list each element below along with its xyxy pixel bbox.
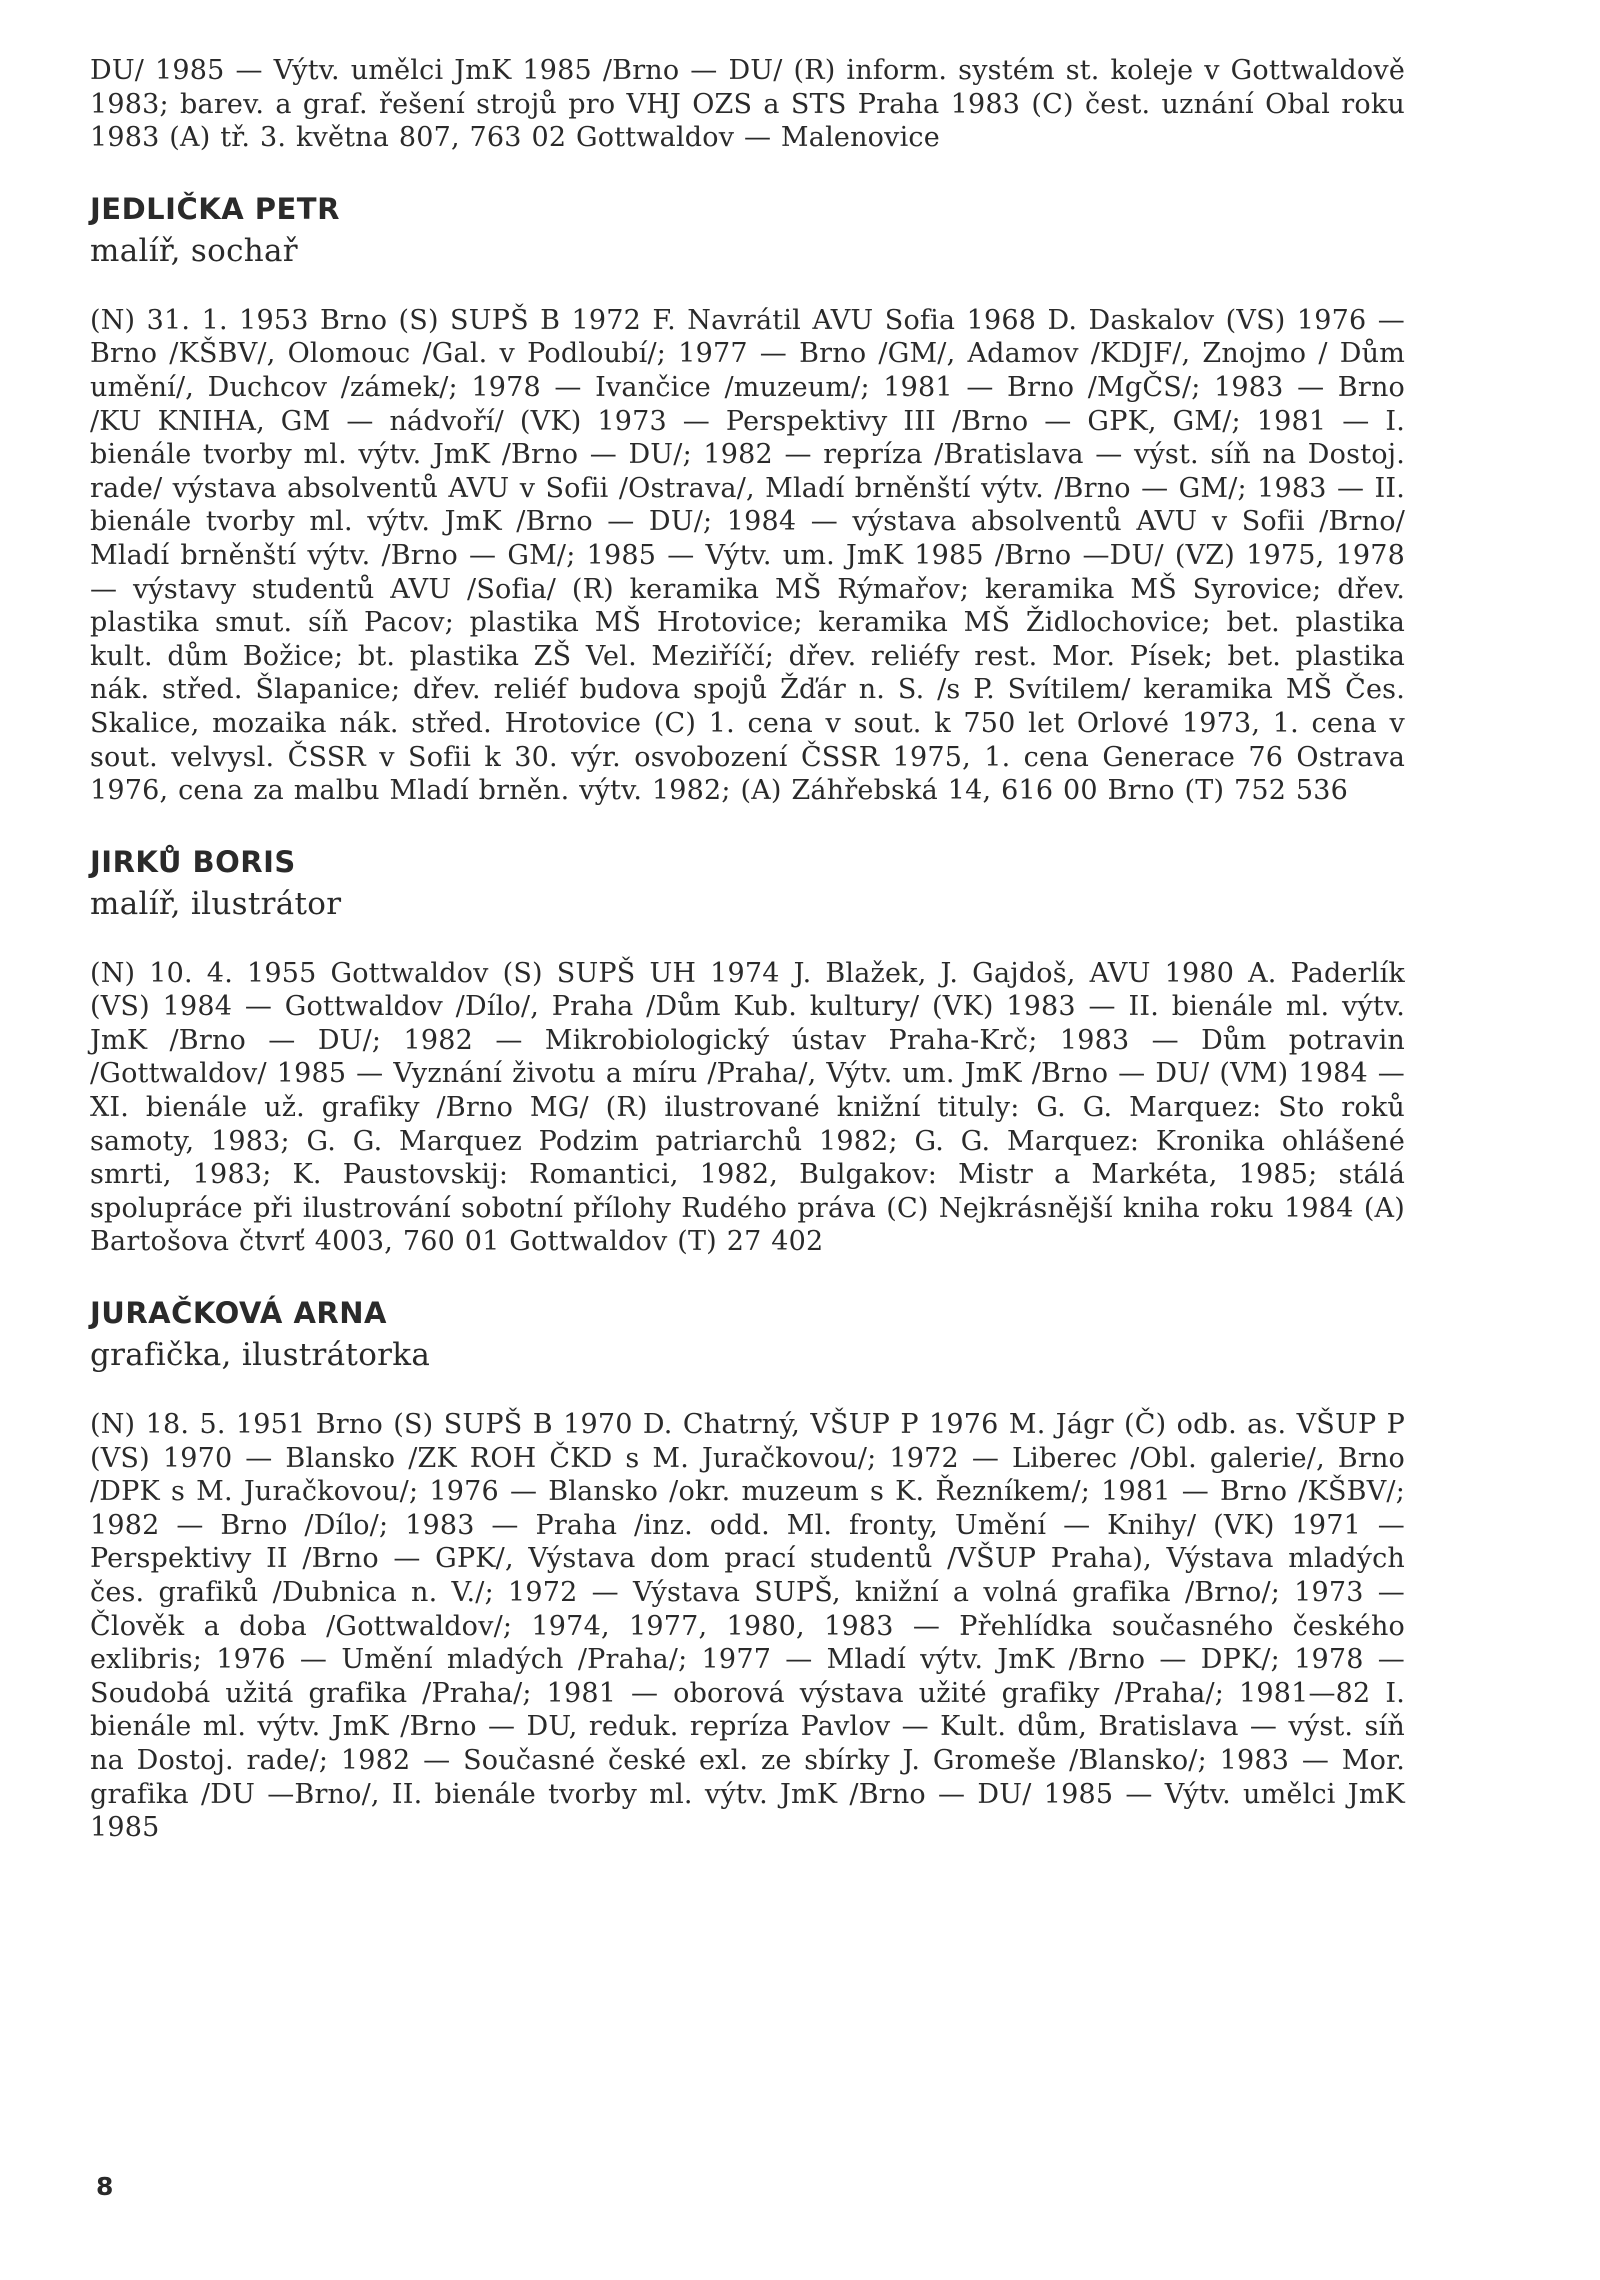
document-page [90,54,1405,1845]
entry-profession: malíř, sochař [90,232,298,269]
entry-jedlicka [90,191,1405,808]
entry-text: (N) 18. 5. 1951 Brno (S) SUPŠ B 1970 D. Chatrný, VŠUP P 1976 M. Jágr (Č) odb. as. VŠUP P (VS) 1970 — Blansko /ZK ROH ČKD s M. Juračkovou/; 1972 — Liberec /Obl. galerie/, Brno /DPK s M. Juračkovou/; 1976 — Blansko /okr. muzeum s K. Řezníkem/; 1981 — Brno /KŠBV/; 1982 — Brno /Dílo/; 1983 — Praha /inz. odd. Ml. fronty, Umění — Knihy/ (VK) 1971 — Perspektivy II /Brno — GPK/, Výstava dom prací studentů /VŠUP Praha), Výstava mladých čes. grafiků /Dubnica n. V./; 1972 — Výstava SUPŠ, knižní a volná grafika /Brno/; 1973 — Člověk a doba /Gottwaldov/; 1974, 1977, 1980, 1983 — Přehlídka současného českého exlibris; 1976 — Umění mladých /Praha/; 1977 — Mladí výtv. JmK /Brno — DPK/; 1978 — Soudobá užitá grafika /Praha/; 1981 — oborová výstava užité grafiky /Praha/; 1981—82 I. bienále ml. výtv. JmK /Brno — DU, reduk. repríza Pavlov — Kult. dům, Bratislava — výst. síň na Dostoj. rade/; 1982 — Současné české exl. ze sbírky J. Gromeše /Blansko/; 1983 — Mor. grafika /DU —Brno/, II. bienále tvorby ml. výtv. JmK /Brno — DU/ 1985 — Výtv. umělci JmK 1985 [90,1409,1405,1844]
entry-name: JIRKŮ BORIS [90,844,296,879]
continuation-paragraph: DU/ 1985 — Výtv. umělci JmK 1985 /Brno — DU/ (R) inform. systém st. koleje v Gottwaldově 1983; barev. a graf. řešení strojů pro VHJ OZS a STS Praha 1983 (C) čest. uznání Obal roku 1983 (A) tř. 3. května 807, 763 02 Gottwaldov — Malenovice [90,55,1405,154]
entry-jirku [90,844,1405,1259]
entry-text: (N) 31. 1. 1953 Brno (S) SUPŠ B 1972 F. Navrátil AVU Sofia 1968 D. Daskalov (VS) 1976 — Brno /KŠBV/, Olomouc /Gal. v Podloubí/; 1977 — Brno /GM/, Adamov /KDJF/, Znojmo / Dům umění/, Duchcov /zámek/; 1978 — Ivančice /muzeum/; 1981 — Brno /MgČS/; 1983 — Brno /KU KNIHA, GM — nádvoří/ (VK) 1973 — Perspektivy III /Brno — GPK, GM/; 1981 — I. bienále tvorby ml. výtv. JmK /Brno — DU/; 1982 — repríza /Bratislava — výst. síň na Dostoj. rade/ výstava absolventů AVU v Sofii /Ostrava/, Mladí brněnští výtv. /Brno — GM/; 1983 — II. bienále tvorby ml. výtv. JmK /Brno — DU/; 1984 — výstava absolventů AVU v Sofii /Brno/ Mladí brněnští výtv. /Brno — GM/; 1985 — Výtv. um. JmK 1985 /Brno —DU/ (VZ) 1975, 1978 — výstavy studentů AVU /Sofia/ (R) keramika MŠ Rýmařov; keramika MŠ Syrovice; dřev. plastika smut. síň Pacov; plastika MŠ Hrotovice; keramika MŠ Židlochovice; bet. plastika kult. dům Božice; bt. plastika ZŠ Vel. Meziříčí; dřev. reliéfy rest. Mor. Písek; bet. plastika nák. střed. Šlapanice; dřev. reliéf budova spojů Žďár n. S. /s P. Svítilem/ keramika MŠ Čes. Skalice, mozaika nák. střed. Hrotovice (C) 1. cena v sout. k 750 let Orlové 1973, 1. cena v sout. velvysl. ČSSR v Sofii k 30. výr. osvobození ČSSR 1975, 1. cena Generace 76 Ostrava 1976, cena za malbu Mladí brněn. výtv. 1982; (A) Záhřebská 14, 616 00 Brno (T) 752 536 [90,304,1405,807]
entry-jurackova [90,1295,1405,1845]
entry-profession: malíř, ilustrátor [90,885,342,922]
entry-profession: grafička, ilustrátorka [90,1337,431,1374]
entry-text: (N) 10. 4. 1955 Gottwaldov (S) SUPŠ UH 1974 J. Blažek, J. Gajdoš, AVU 1980 A. Paderlík (VS) 1984 — Gottwaldov /Dílo/, Praha /Dům Kub. kultury/ (VK) 1983 — II. bienále ml. výtv. JmK /Brno — DU/; 1982 — Mikrobiologický ústav Praha-Krč; 1983 — Dům potravin /Gottwaldov/ 1985 — Vyznání životu a míru /Praha/, Výtv. um. JmK /Brno — DU/ (VM) 1984 — XI. bienále už. grafiky /Brno MG/ (R) ilustrované knižní tituly: G. G. Marquez: Sto roků samoty, 1983; G. G. Marquez Podzim patriarchů 1982; G. G. Marquez: Kronika ohlášené smrti, 1983; K. Paustovskij: Romantici, 1982, Bulgakov: Mistr a Markéta, 1985; stálá spolupráce při ilustrování sobotní přílohy Rudého práva (C) Nejkrásnější kniha roku 1984 (A) Bartošova čtvrť 4003, 760 01 Gottwaldov (T) 27 402 [90,957,1405,1258]
entry-name: JEDLIČKA PETR [90,191,340,226]
entry-name: JURAČKOVÁ ARNA [90,1296,387,1331]
page-number: 8 [96,2172,114,2201]
